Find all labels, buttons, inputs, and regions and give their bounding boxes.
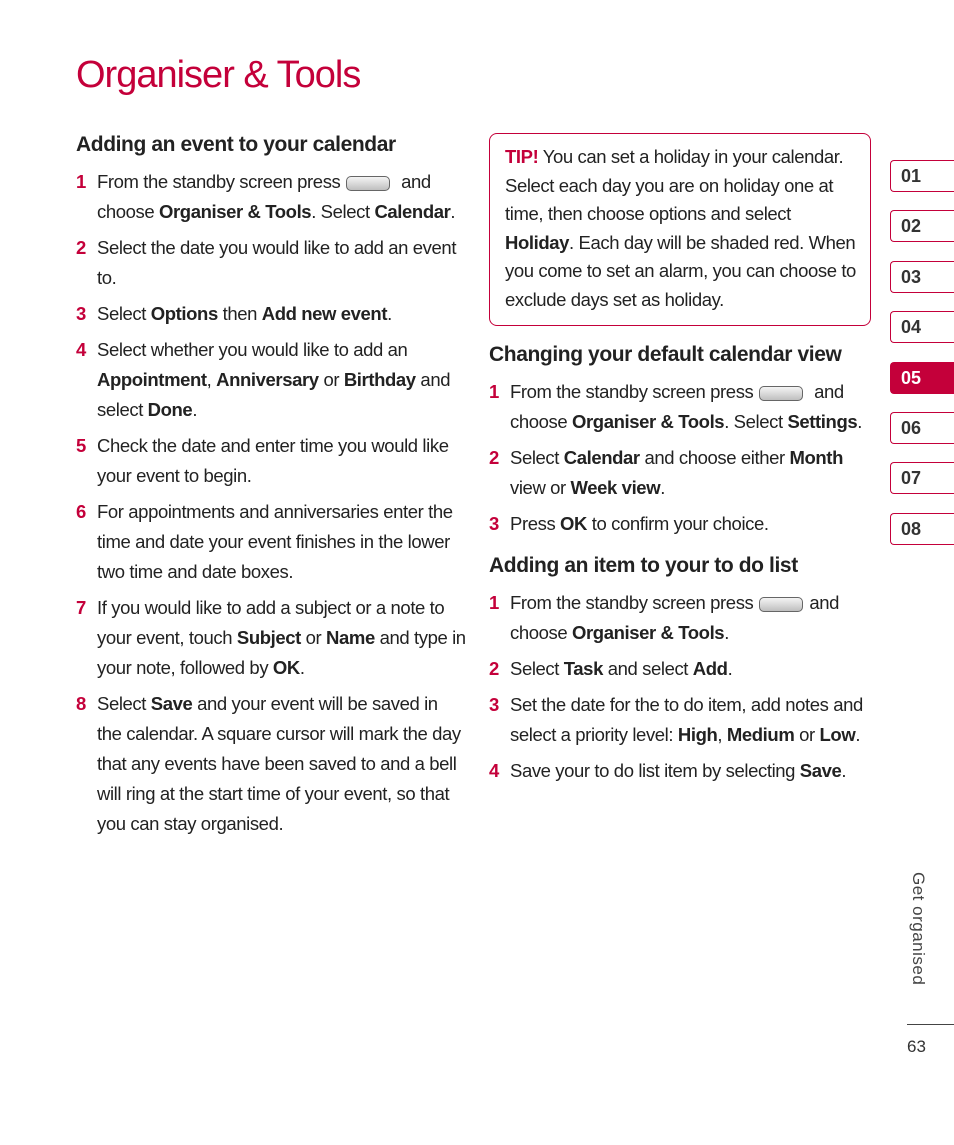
chapter-tabs: [890, 160, 954, 563]
step-item: [76, 593, 466, 683]
step-number: 3: [489, 513, 499, 534]
step-number: 8: [76, 693, 86, 714]
step-text: . Each day will be shaded red. When you come to set an alarm, you can choose to exclude days set as holiday.: [505, 231, 856, 310]
step-text: .: [724, 622, 729, 643]
step-item: [489, 377, 871, 437]
step-number: 2: [489, 658, 499, 679]
step-text: .: [857, 411, 862, 432]
step-text: For appointments and anniversaries enter the time and date your event finishes in the lower two time and date boxes.: [97, 501, 453, 582]
calendar-view-steps: [489, 377, 871, 539]
bold-term: Medium: [726, 724, 795, 745]
menu-key-icon: [346, 176, 390, 191]
right-column: [489, 133, 871, 792]
bold-term: Save: [799, 760, 842, 781]
step-item: [489, 588, 871, 648]
step-text: Press: [510, 513, 561, 534]
step-number: 6: [76, 501, 86, 522]
section-heading-todo: Adding an item to your to do list: [489, 554, 798, 577]
bold-term: Appointment: [97, 369, 207, 390]
tip-text: [505, 146, 856, 310]
step-text: Save your to do list item by selecting: [510, 760, 800, 781]
step-text: .: [660, 477, 665, 498]
step-number: 3: [76, 303, 86, 324]
step-text: From the standby screen press: [97, 171, 341, 192]
step-text: .: [450, 201, 456, 222]
step-text: and type in your note, followed by: [97, 627, 466, 678]
bold-term: Name: [326, 627, 375, 648]
step-text: .: [841, 760, 847, 781]
step-text: . Select: [724, 411, 788, 432]
bold-term: Month: [789, 447, 843, 468]
bold-term: Week view: [570, 477, 661, 498]
step-text: and choose: [510, 592, 840, 643]
chapter-tab-04[interactable]: 04: [890, 311, 954, 343]
step-text: You can set a holiday in your calendar. Select each day you are on holiday one at time, then choose options and select: [505, 146, 844, 224]
bold-term: Settings: [787, 411, 858, 432]
page-title: Organiser & Tools: [76, 54, 361, 96]
step-number: 3: [489, 694, 499, 715]
step-text: or: [300, 627, 327, 648]
step-text: to confirm your choice.: [586, 513, 769, 534]
step-number: 1: [489, 592, 499, 613]
step-text: Select: [97, 693, 151, 714]
bold-term: OK: [560, 513, 587, 534]
todo-steps: [489, 588, 871, 786]
step-text: or: [318, 369, 344, 390]
left-column: [76, 130, 466, 845]
step-number: 1: [76, 171, 86, 192]
step-item: [76, 497, 466, 587]
step-item: [489, 690, 871, 750]
bold-term: Calendar: [563, 447, 640, 468]
step-number: 5: [76, 435, 86, 456]
step-text: and select: [97, 369, 451, 420]
chapter-tab-06[interactable]: 06: [890, 412, 954, 444]
step-item: [76, 299, 466, 329]
step-item: [76, 233, 466, 293]
page-number: 63: [907, 1037, 926, 1056]
bold-term: Done: [147, 399, 193, 420]
step-text: and select: [602, 658, 693, 679]
chapter-tab-08[interactable]: 08: [890, 513, 954, 545]
side-divider: [907, 1024, 954, 1025]
step-text: .: [855, 724, 861, 745]
step-text: and choose: [97, 171, 431, 222]
bold-term: Low: [819, 724, 856, 745]
step-text: or: [794, 724, 820, 745]
bold-term: Anniversary: [216, 369, 319, 390]
bold-term: Add new event: [261, 303, 388, 324]
bold-term: Holiday: [505, 231, 570, 253]
step-number: 4: [76, 339, 86, 360]
section-heading-calendar-view: Changing your default calendar view: [489, 343, 842, 366]
step-item: [489, 509, 871, 539]
tip-box: [489, 133, 871, 326]
menu-key-icon: [759, 597, 803, 612]
step-number: 2: [76, 237, 86, 258]
step-number: 7: [76, 597, 86, 618]
bold-term: Subject: [236, 627, 301, 648]
step-text: .: [299, 657, 305, 678]
bold-term: Calendar: [374, 201, 451, 222]
tip-label: TIP!: [505, 146, 539, 167]
chapter-tab-01[interactable]: 01: [890, 160, 954, 192]
step-text: From the standby screen press: [510, 592, 754, 613]
step-item: [489, 756, 871, 786]
step-text: and choose: [510, 381, 844, 432]
bold-term: Options: [150, 303, 218, 324]
step-text: If you would like to add a subject or a note to your event, touch: [97, 597, 445, 648]
step-item: [489, 443, 871, 503]
chapter-tab-05[interactable]: 05: [890, 362, 954, 394]
step-text: ,: [717, 724, 727, 745]
step-text: Select: [510, 658, 564, 679]
step-text: and choose either: [639, 447, 790, 468]
step-item: [489, 654, 871, 684]
step-text: Select whether you would like to add an: [97, 339, 408, 360]
step-number: 4: [489, 760, 499, 781]
step-text: Check the date and enter time you would like your event to begin.: [97, 435, 449, 486]
bold-term: Add: [692, 658, 728, 679]
step-number: 1: [489, 381, 499, 402]
bold-term: Birthday: [343, 369, 416, 390]
step-text: view or: [510, 477, 571, 498]
step-text: Select: [510, 447, 564, 468]
menu-key-icon: [759, 386, 803, 401]
step-item: [76, 167, 466, 227]
step-number: 2: [489, 447, 499, 468]
side-section-label: Get organised: [909, 872, 928, 986]
section-calendar-view: [489, 340, 871, 539]
bold-term: OK: [272, 657, 300, 678]
step-text: then: [217, 303, 262, 324]
chapter-tab-03[interactable]: 03: [890, 261, 954, 293]
section-todo: [489, 551, 871, 786]
section-heading-add-event: Adding an event to your calendar: [76, 133, 396, 156]
step-text: .: [727, 658, 733, 679]
step-text: .: [387, 303, 392, 324]
bold-term: Save: [150, 693, 193, 714]
step-text: Select: [97, 303, 151, 324]
step-item: [76, 431, 466, 491]
bold-term: High: [677, 724, 718, 745]
bold-term: Organiser & Tools: [572, 411, 725, 432]
add-event-steps: [76, 167, 466, 839]
step-text: . Select: [311, 201, 375, 222]
step-item: [76, 335, 466, 425]
step-text: Set the date for the to do item, add notes and select a priority level:: [510, 694, 863, 745]
step-text: Select the date you would like to add an event to.: [97, 237, 457, 288]
step-text: and your event will be saved in the calendar. A square cursor will mark the day that any events have been saved to and a bell will ring at the start time of your event, so that you can stay organised.: [97, 693, 461, 834]
bold-term: Task: [563, 658, 603, 679]
bold-term: Organiser & Tools: [159, 201, 312, 222]
step-item: [76, 689, 466, 839]
chapter-tab-02[interactable]: 02: [890, 210, 954, 242]
step-text: From the standby screen press: [510, 381, 754, 402]
step-text: ,: [206, 369, 217, 390]
chapter-tab-07[interactable]: 07: [890, 462, 954, 494]
step-text: .: [192, 399, 198, 420]
bold-term: Organiser & Tools: [572, 622, 725, 643]
